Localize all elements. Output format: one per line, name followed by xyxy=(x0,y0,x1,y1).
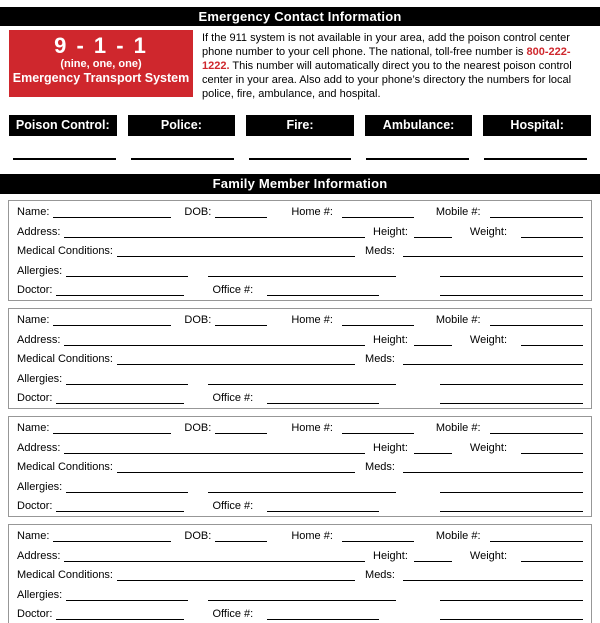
contact-label-poison-control: Poison Control: xyxy=(9,115,117,136)
911-number: 9 - 1 - 1 xyxy=(54,33,148,58)
member-row-address xyxy=(17,547,583,567)
meds-blank-line xyxy=(403,566,583,581)
member-row-medical xyxy=(17,242,583,262)
mobile-phone-blank-line xyxy=(490,203,583,218)
contact-labels-row xyxy=(9,115,591,136)
name-label: Name: xyxy=(17,314,50,326)
family-members-list xyxy=(0,200,600,623)
doctor-blank-line xyxy=(56,497,184,512)
poison-control-blank-line xyxy=(13,158,116,160)
mobile-phone-label: Mobile #: xyxy=(435,206,481,218)
meds-extra-blank-line-1 xyxy=(440,370,583,385)
family-member-block xyxy=(8,308,592,409)
meds-extra-blank-line-2 xyxy=(440,389,583,404)
meds-label: Meds: xyxy=(365,461,395,473)
meds-extra-blank-line-1 xyxy=(440,262,583,277)
member-row-name xyxy=(17,527,583,547)
weight-label: Weight: xyxy=(469,225,507,238)
allergies-label: Allergies: xyxy=(17,588,63,601)
member-row-doctor xyxy=(17,605,583,623)
office-phone-label: Office #: xyxy=(212,500,254,512)
intro-text-after: This number will automatically direct you to the nearest poison control center in your area. Also add to your phone’s directory the numbers for local police, fire, ambulance, and hospital. xyxy=(202,60,572,100)
911-subtitle: Emergency Transport System xyxy=(12,71,190,85)
intro-paragraph xyxy=(202,30,591,101)
name-blank-line xyxy=(53,419,171,434)
member-row-name xyxy=(17,311,583,331)
name-label: Name: xyxy=(17,206,50,218)
member-row-allergies xyxy=(17,370,583,390)
home-phone-label: Home #: xyxy=(291,314,333,326)
office-phone-label: Office #: xyxy=(212,284,254,296)
dob-label: DOB: xyxy=(184,530,212,542)
address-blank-line xyxy=(64,331,365,346)
poison-control-phone-number: 800-222-1222. xyxy=(202,46,571,72)
height-label: Height: xyxy=(373,549,408,562)
contact-label-hospital: Hospital: xyxy=(483,115,591,136)
mobile-phone-blank-line xyxy=(490,419,583,434)
dob-blank-line xyxy=(215,527,267,542)
member-row-address xyxy=(17,223,583,243)
medical-conditions-blank-line xyxy=(117,566,355,581)
member-row-allergies xyxy=(17,262,583,282)
height-label: Height: xyxy=(373,333,408,346)
weight-label: Weight: xyxy=(469,441,507,454)
meds-label: Meds: xyxy=(365,569,395,581)
dob-label: DOB: xyxy=(184,206,212,218)
member-row-address xyxy=(17,439,583,459)
doctor-label: Doctor: xyxy=(17,500,53,512)
doctor-blank-line xyxy=(56,605,184,620)
meds-extra-blank-line-1 xyxy=(440,478,583,493)
address-blank-line xyxy=(64,547,365,562)
dob-blank-line xyxy=(215,311,267,326)
medical-conditions-blank-line xyxy=(117,350,355,365)
address-label: Address: xyxy=(17,225,61,238)
name-label: Name: xyxy=(17,530,50,542)
doctor-label: Doctor: xyxy=(17,392,53,404)
meds-blank-line xyxy=(403,458,583,473)
member-row-allergies xyxy=(17,586,583,606)
fire-blank-line xyxy=(249,158,352,160)
meds-extra-blank-line-2 xyxy=(440,497,583,512)
weight-blank-line xyxy=(521,331,583,346)
family-member-block xyxy=(8,416,592,517)
height-label: Height: xyxy=(373,441,408,454)
member-row-doctor xyxy=(17,389,583,409)
member-row-name xyxy=(17,419,583,439)
member-row-address xyxy=(17,331,583,351)
weight-label: Weight: xyxy=(469,333,507,346)
weight-blank-line xyxy=(521,223,583,238)
height-blank-line xyxy=(414,439,452,454)
doctor-label: Doctor: xyxy=(17,284,53,296)
height-blank-line xyxy=(414,223,452,238)
home-phone-blank-line xyxy=(342,203,414,218)
meds-extra-blank-line-2 xyxy=(440,605,583,620)
meds-label: Meds: xyxy=(365,245,395,257)
home-phone-blank-line xyxy=(342,419,414,434)
meds-extra-blank-line-1 xyxy=(440,586,583,601)
doctor-blank-line xyxy=(56,281,184,296)
address-blank-line xyxy=(64,223,365,238)
height-label: Height: xyxy=(373,225,408,238)
police-blank-line xyxy=(131,158,234,160)
home-phone-label: Home #: xyxy=(291,422,333,434)
member-row-medical xyxy=(17,458,583,478)
address-label: Address: xyxy=(17,549,61,562)
name-label: Name: xyxy=(17,422,50,434)
height-blank-line xyxy=(414,331,452,346)
mobile-phone-blank-line xyxy=(490,527,583,542)
contact-blank-lines-row xyxy=(13,158,587,160)
allergies-blank-line xyxy=(66,370,188,385)
mobile-phone-label: Mobile #: xyxy=(435,530,481,542)
address-blank-line xyxy=(64,439,365,454)
911-phonetic: (nine, one, one) xyxy=(60,58,142,70)
office-phone-blank-line xyxy=(267,389,379,404)
family-section-title: Family Member Information xyxy=(0,174,600,194)
medical-conditions-blank-line xyxy=(117,242,355,257)
dob-blank-line xyxy=(215,203,267,218)
home-phone-blank-line xyxy=(342,311,414,326)
address-label: Address: xyxy=(17,333,61,346)
meds-blank-line xyxy=(403,350,583,365)
office-phone-blank-line xyxy=(267,497,379,512)
ambulance-blank-line xyxy=(366,158,469,160)
dob-blank-line xyxy=(215,419,267,434)
meds-extra-blank-line-2 xyxy=(440,281,583,296)
mobile-phone-blank-line xyxy=(490,311,583,326)
height-blank-line xyxy=(414,547,452,562)
medical-conditions-label: Medical Conditions: xyxy=(17,353,113,365)
allergies-extra-blank-line xyxy=(208,478,396,493)
meds-blank-line xyxy=(403,242,583,257)
allergies-blank-line xyxy=(66,478,188,493)
member-row-medical xyxy=(17,350,583,370)
allergies-blank-line xyxy=(66,262,188,277)
weight-label: Weight: xyxy=(469,549,507,562)
doctor-label: Doctor: xyxy=(17,608,53,620)
family-member-block xyxy=(8,524,592,623)
member-row-doctor xyxy=(17,497,583,517)
name-blank-line xyxy=(53,311,171,326)
family-member-block xyxy=(8,200,592,301)
intro-section xyxy=(9,30,591,101)
member-row-name xyxy=(17,203,583,223)
mobile-phone-label: Mobile #: xyxy=(435,422,481,434)
address-label: Address: xyxy=(17,441,61,454)
home-phone-label: Home #: xyxy=(291,206,333,218)
medical-conditions-label: Medical Conditions: xyxy=(17,461,113,473)
name-blank-line xyxy=(53,203,171,218)
allergies-label: Allergies: xyxy=(17,480,63,493)
allergies-extra-blank-line xyxy=(208,262,396,277)
intro-text-before: If the 911 system is not available in your area, add the poison control center phone number to your cell phone. The national, toll-free number is xyxy=(202,32,570,58)
allergies-extra-blank-line xyxy=(208,586,396,601)
allergies-label: Allergies: xyxy=(17,372,63,385)
contact-label-police: Police: xyxy=(128,115,236,136)
member-row-doctor xyxy=(17,281,583,301)
office-phone-label: Office #: xyxy=(212,392,254,404)
weight-blank-line xyxy=(521,547,583,562)
office-phone-blank-line xyxy=(267,605,379,620)
meds-label: Meds: xyxy=(365,353,395,365)
mobile-phone-label: Mobile #: xyxy=(435,314,481,326)
medical-conditions-blank-line xyxy=(117,458,355,473)
medical-conditions-label: Medical Conditions: xyxy=(17,245,113,257)
office-phone-label: Office #: xyxy=(212,608,254,620)
member-row-allergies xyxy=(17,478,583,498)
allergies-extra-blank-line xyxy=(208,370,396,385)
home-phone-blank-line xyxy=(342,527,414,542)
dob-label: DOB: xyxy=(184,422,212,434)
allergies-blank-line xyxy=(66,586,188,601)
contact-label-ambulance: Ambulance: xyxy=(365,115,473,136)
hospital-blank-line xyxy=(484,158,587,160)
weight-blank-line xyxy=(521,439,583,454)
contact-label-fire: Fire: xyxy=(246,115,354,136)
home-phone-label: Home #: xyxy=(291,530,333,542)
doctor-blank-line xyxy=(56,389,184,404)
page-title: Emergency Contact Information xyxy=(0,7,600,26)
911-callout-box xyxy=(9,30,193,97)
dob-label: DOB: xyxy=(184,314,212,326)
member-row-medical xyxy=(17,566,583,586)
name-blank-line xyxy=(53,527,171,542)
office-phone-blank-line xyxy=(267,281,379,296)
allergies-label: Allergies: xyxy=(17,264,63,277)
medical-conditions-label: Medical Conditions: xyxy=(17,569,113,581)
